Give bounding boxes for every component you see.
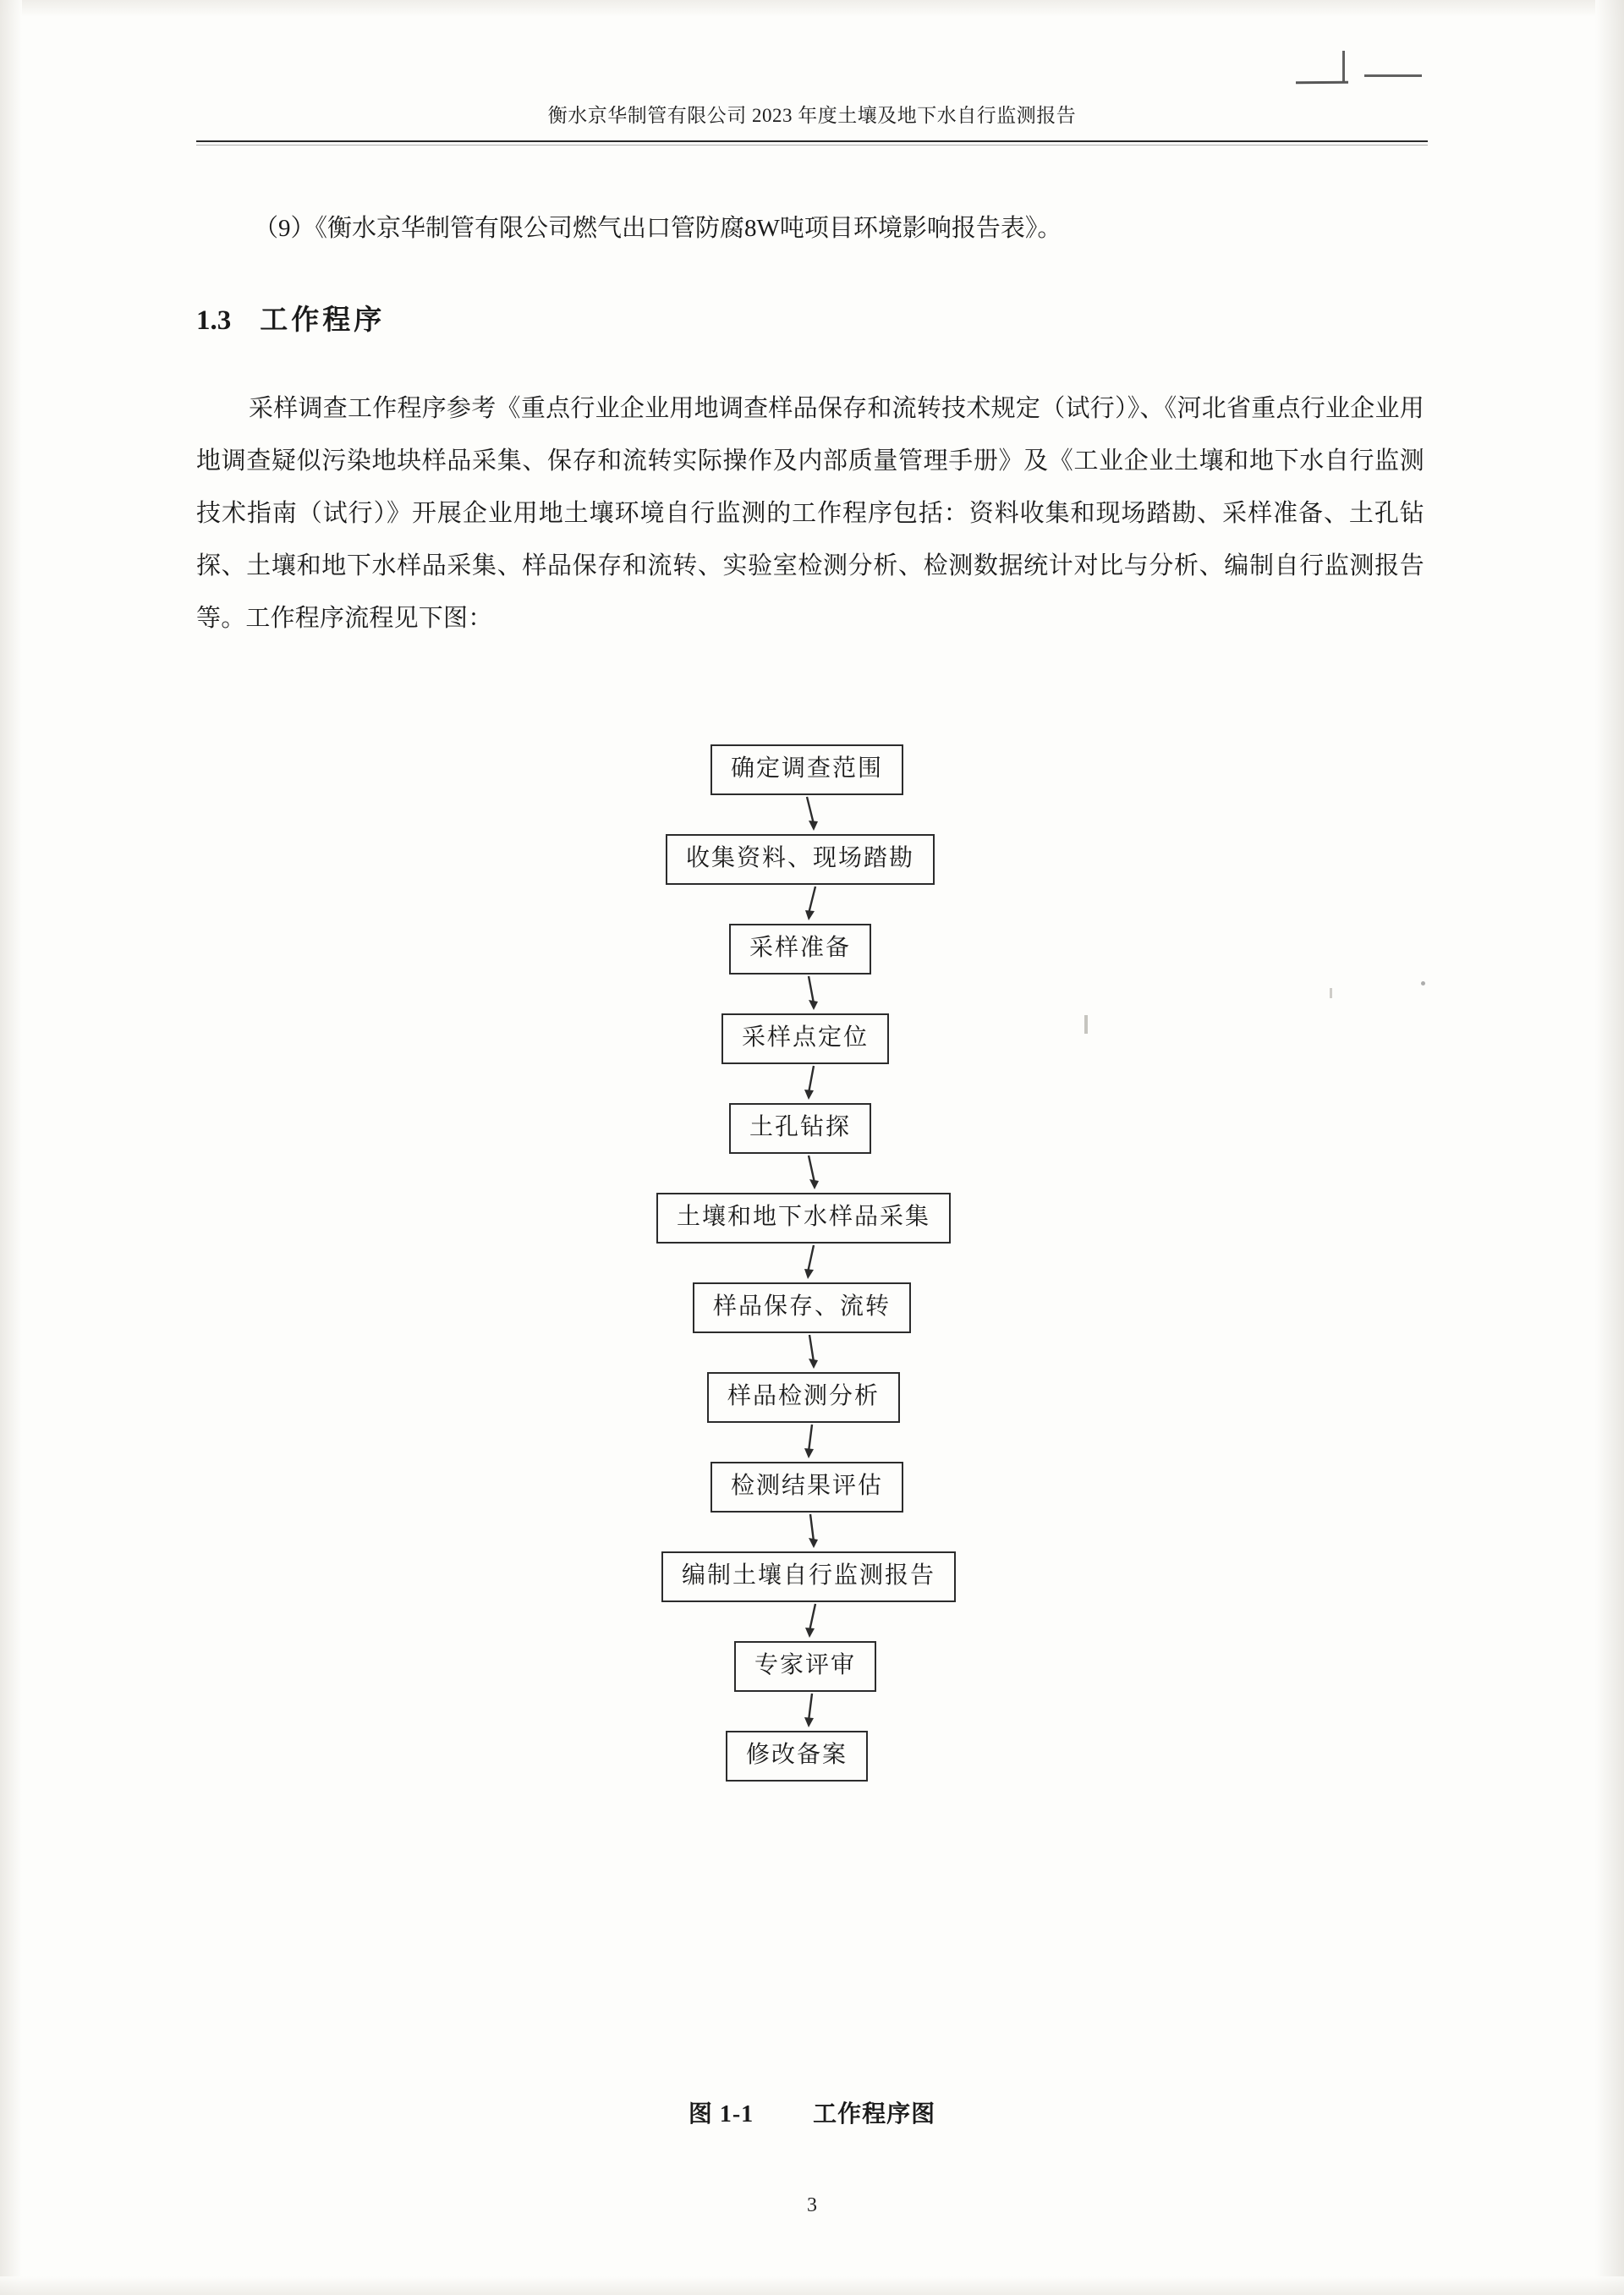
flow-arrow-icon bbox=[196, 1064, 1428, 1103]
flow-arrow-icon bbox=[196, 1333, 1428, 1372]
flow-arrow-icon bbox=[196, 885, 1428, 924]
flow-arrow-icon bbox=[196, 1692, 1428, 1731]
page-content bbox=[196, 0, 1428, 2295]
flow-row bbox=[196, 924, 1428, 975]
page-number: 3 bbox=[807, 2194, 817, 2216]
page-title: 工作程序 bbox=[260, 305, 386, 336]
flow-node: 样品检测分析 bbox=[707, 1372, 900, 1423]
figure-caption-title: 工作程序图 bbox=[813, 2101, 936, 2128]
reference-list-item: （9）《衡水京华制管有限公司燃气出口管防腐8W吨项目环境影响报告表》。 bbox=[254, 215, 1062, 242]
section-heading bbox=[196, 298, 385, 338]
flow-row bbox=[196, 1103, 1428, 1154]
scan-artifact-mark bbox=[1364, 74, 1422, 77]
running-header bbox=[196, 100, 1428, 128]
flow-node: 收集资料、现场踏勘 bbox=[666, 834, 935, 885]
flow-row bbox=[196, 744, 1428, 795]
flow-node: 采样准备 bbox=[729, 924, 871, 975]
flow-node: 修改备案 bbox=[726, 1731, 868, 1782]
flow-arrow-icon bbox=[196, 1602, 1428, 1641]
figure-caption-label: 图 1-1 bbox=[688, 2101, 754, 2128]
flow-node: 土壤和地下水样品采集 bbox=[656, 1193, 951, 1244]
flow-node: 专家评审 bbox=[734, 1641, 876, 1692]
flow-row bbox=[196, 1551, 1428, 1602]
body-paragraph: 采样调查工作程序参考《重点行业企业用地调查样品保存和流转技术规定（试行）》、《河北省重点行业企业用地调查疑似污染地块样品采集、保存和流转实际操作及内部质量管理手册》及《工业企业土壤和地下水自行监测技术指南（试行）》开展企业用地土壤环境自行监测的工作程序包括：资料收集和现场踏勘、采样准备、土孔钻探、土壤和地下水样品采集、样品保存和流转、实验室检测分析、检测数据统计对比与分析、编制自行监测报告等。工作程序流程见下图： bbox=[196, 395, 1424, 632]
scan-artifact-mark bbox=[1342, 51, 1345, 81]
flow-arrow-icon bbox=[196, 975, 1428, 1013]
header-divider bbox=[196, 140, 1428, 142]
flow-node: 样品保存、流转 bbox=[693, 1282, 911, 1333]
flow-row bbox=[196, 1731, 1428, 1782]
scan-edge-right bbox=[1595, 0, 1624, 2295]
flow-node: 检测结果评估 bbox=[710, 1462, 903, 1513]
flow-node: 采样点定位 bbox=[721, 1013, 889, 1064]
flowchart bbox=[196, 744, 1428, 1782]
flow-node: 编制土壤自行监测报告 bbox=[661, 1551, 956, 1602]
flow-row bbox=[196, 1372, 1428, 1423]
section-number: 1.3 bbox=[196, 305, 232, 336]
flow-arrow-icon bbox=[196, 1423, 1428, 1462]
flow-row bbox=[196, 1462, 1428, 1513]
running-header-text: 衡水京华制管有限公司 2023 年度土壤及地下水自行监测报告 bbox=[547, 105, 1077, 126]
flow-node: 确定调查范围 bbox=[710, 744, 903, 795]
flow-row bbox=[196, 1193, 1428, 1244]
flow-row bbox=[196, 834, 1428, 885]
scan-edge-left bbox=[0, 0, 22, 2295]
figure-caption bbox=[196, 2095, 1428, 2129]
scan-artifact-mark bbox=[1296, 81, 1348, 84]
flow-row bbox=[196, 1641, 1428, 1692]
flow-arrow-icon bbox=[196, 1513, 1428, 1551]
flow-arrow-icon bbox=[196, 1244, 1428, 1282]
flow-row bbox=[196, 1013, 1428, 1064]
flow-arrow-icon bbox=[196, 1154, 1428, 1193]
flow-node: 土孔钻探 bbox=[729, 1103, 871, 1154]
flow-row bbox=[196, 1282, 1428, 1333]
flow-arrow-icon bbox=[196, 795, 1428, 834]
